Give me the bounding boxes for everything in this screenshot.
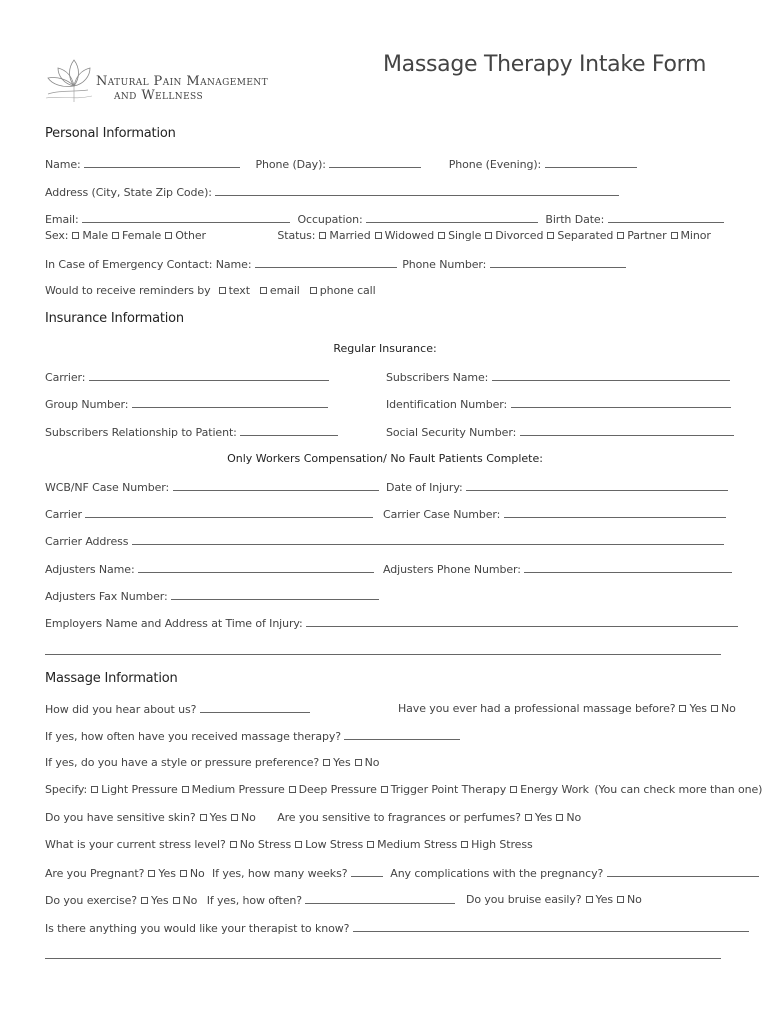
group-number-row <box>45 397 328 411</box>
birth-date-field[interactable] <box>608 212 724 223</box>
complications-field[interactable] <box>607 866 759 877</box>
prof-massage-no-checkbox[interactable] <box>711 705 718 712</box>
exercise-label: Do you exercise? <box>45 894 138 907</box>
status-label: Status: <box>277 229 316 242</box>
energy-work-checkbox[interactable] <box>510 786 517 793</box>
ssn-field[interactable] <box>520 425 734 436</box>
reminders-row <box>45 284 376 297</box>
identification-number-row <box>386 397 731 411</box>
pregnant-label: Are you Pregnant? <box>45 867 145 880</box>
logo-text-line2: and Wellness <box>114 88 204 103</box>
prof-massage-label: Have you ever had a professional massage before? <box>398 702 676 715</box>
reminder-phone-checkbox[interactable] <box>310 287 317 294</box>
emergency-contact-label: In Case of Emergency Contact: Name: <box>45 258 252 271</box>
wcb-row <box>45 480 379 494</box>
reminder-text-checkbox[interactable] <box>219 287 226 294</box>
energy-work-label: Energy Work <box>520 783 589 796</box>
adjusters-phone-label: Adjusters Phone Number: <box>383 563 521 576</box>
status-separated-label: Separated <box>557 229 614 242</box>
exercise-row <box>45 893 455 907</box>
light-pressure-label: Light Pressure <box>101 783 178 796</box>
massage-information-heading: Massage Information <box>45 671 178 686</box>
pregnant-yes-label: Yes <box>158 867 176 880</box>
stress-label: What is your current stress level? <box>45 838 226 851</box>
form-title: Massage Therapy Intake Form <box>383 52 707 77</box>
group-number-label: Group Number: <box>45 398 129 411</box>
sex-status-row <box>45 229 711 242</box>
status-separated-checkbox[interactable] <box>547 232 554 239</box>
sensitive-skin-no-checkbox[interactable] <box>231 814 238 821</box>
email-row <box>45 212 724 226</box>
relationship-field[interactable] <box>240 425 338 436</box>
carrier2-field[interactable] <box>85 507 373 518</box>
employers-label: Employers Name and Address at Time of Injury: <box>45 617 303 630</box>
address-row <box>45 185 619 199</box>
sensitive-skin-no-label: No <box>241 811 256 824</box>
status-divorced-label: Divorced <box>495 229 544 242</box>
bruise-no-label: No <box>627 893 642 906</box>
fragrances-yes-label: Yes <box>534 811 553 824</box>
identification-number-field[interactable] <box>511 397 731 408</box>
sex-male-label: Male <box>82 229 109 242</box>
emergency-phone-label: Phone Number: <box>402 258 487 271</box>
carrier-case-label: Carrier Case Number: <box>383 508 501 521</box>
carrier-case-field[interactable] <box>504 507 726 518</box>
how-often-label: If yes, how often have you received massage therapy? <box>45 730 341 743</box>
pregnant-no-label: No <box>189 867 205 880</box>
adjusters-fax-field[interactable] <box>171 589 379 600</box>
sex-label: Sex: <box>45 229 69 242</box>
adjusters-fax-row <box>45 589 379 603</box>
address-label: Address (City, State Zip Code): <box>45 186 212 199</box>
no-stress-label: No Stress <box>239 838 292 851</box>
low-stress-label: Low Stress <box>305 838 364 851</box>
pregnant-no-checkbox[interactable] <box>180 870 187 877</box>
carrier2-label: Carrier <box>45 508 82 521</box>
style-row <box>45 756 379 769</box>
status-partner-label: Partner <box>627 229 667 242</box>
sex-male-checkbox[interactable] <box>72 232 79 239</box>
how-often-field[interactable] <box>344 729 460 740</box>
address-field[interactable] <box>215 185 619 196</box>
fragrances-label: Are you sensitive to fragrances or perfumes? <box>277 811 521 824</box>
medium-pressure-checkbox[interactable] <box>182 786 189 793</box>
pregnant-row <box>45 866 759 880</box>
bruise-row <box>466 893 642 906</box>
anything-row <box>45 921 749 935</box>
sensitive-skin-label: Do you have sensitive skin? <box>45 811 196 824</box>
name-label: Name: <box>45 158 81 171</box>
email-field[interactable] <box>82 212 290 223</box>
lotus-icon <box>44 50 104 108</box>
how-often-row <box>45 729 460 743</box>
ssn-row <box>386 425 734 439</box>
high-stress-checkbox[interactable] <box>461 841 468 848</box>
status-married-checkbox[interactable] <box>319 232 326 239</box>
reminder-email-checkbox[interactable] <box>260 287 267 294</box>
weeks-label: If yes, how many weeks? <box>212 867 348 880</box>
exercise-no-checkbox[interactable] <box>173 897 180 904</box>
workers-comp-heading: Only Workers Compensation/ No Fault Patients Complete: <box>227 452 543 465</box>
date-of-injury-row <box>386 480 728 494</box>
personal-information-heading: Personal Information <box>45 126 176 141</box>
wcb-field[interactable] <box>173 480 379 491</box>
adjusters-phone-row <box>383 562 732 576</box>
hear-about-row <box>45 702 310 716</box>
status-minor-checkbox[interactable] <box>671 232 678 239</box>
prof-massage-row <box>398 702 736 715</box>
status-minor-label: Minor <box>680 229 711 242</box>
date-of-injury-label: Date of Injury: <box>386 481 463 494</box>
status-widowed-checkbox[interactable] <box>375 232 382 239</box>
logo-text-line1: Natural Pain Management <box>96 74 268 89</box>
specify-note: (You can check more than one) <box>594 783 763 796</box>
adjusters-phone-field[interactable] <box>524 562 732 573</box>
pregnant-yes-checkbox[interactable] <box>148 870 155 877</box>
stress-row <box>45 838 533 851</box>
logo <box>44 50 304 108</box>
reminder-text-label: text <box>228 284 250 297</box>
style-no-checkbox[interactable] <box>355 759 362 766</box>
employers-row <box>45 616 738 630</box>
phone-day-field[interactable] <box>329 157 421 168</box>
specify-row <box>45 783 762 796</box>
phone-evening-label: Phone (Evening): <box>448 158 542 171</box>
status-married-label: Married <box>329 229 371 242</box>
relationship-row <box>45 425 338 439</box>
regular-insurance-heading: Regular Insurance: <box>333 342 437 355</box>
name-field[interactable] <box>84 157 240 168</box>
low-stress-checkbox[interactable] <box>295 841 302 848</box>
emergency-name-field[interactable] <box>255 257 397 268</box>
carrier-label: Carrier: <box>45 371 86 384</box>
sex-other-checkbox[interactable] <box>165 232 172 239</box>
status-widowed-label: Widowed <box>384 229 435 242</box>
adjusters-name-field[interactable] <box>138 562 374 573</box>
carrier-case-row <box>383 507 726 521</box>
phone-evening-field[interactable] <box>545 157 637 168</box>
prof-massage-no-label: No <box>720 702 736 715</box>
adjusters-name-label: Adjusters Name: <box>45 563 135 576</box>
anything-field[interactable] <box>353 921 749 932</box>
occupation-label: Occupation: <box>297 213 363 226</box>
email-label: Email: <box>45 213 79 226</box>
specify-label: Specify: <box>45 783 88 796</box>
complications-label: Any complications with the pregnancy? <box>390 867 604 880</box>
insurance-information-heading: Insurance Information <box>45 311 184 326</box>
light-pressure-checkbox[interactable] <box>91 786 98 793</box>
anything-label: Is there anything you would like your therapist to know? <box>45 922 350 935</box>
reminder-phone-label: phone call <box>319 284 376 297</box>
deep-pressure-checkbox[interactable] <box>289 786 296 793</box>
anything-field-continued[interactable] <box>45 958 721 959</box>
carrier-address-label: Carrier Address <box>45 535 129 548</box>
reminders-label: Would to receive reminders by <box>45 284 211 297</box>
medium-stress-label: Medium Stress <box>377 838 458 851</box>
sensitive-skin-yes-checkbox[interactable] <box>200 814 207 821</box>
subscribers-name-field[interactable] <box>492 370 730 381</box>
name-row <box>45 157 637 171</box>
bruise-yes-label: Yes <box>595 893 614 906</box>
occupation-field[interactable] <box>366 212 538 223</box>
employers-field-continued[interactable] <box>45 654 721 655</box>
date-of-injury-field[interactable] <box>466 480 728 491</box>
sensitive-skin-yes-label: Yes <box>209 811 228 824</box>
weeks-field[interactable] <box>351 866 383 877</box>
group-number-field[interactable] <box>132 397 328 408</box>
fragrances-yes-checkbox[interactable] <box>525 814 532 821</box>
fragrances-no-label: No <box>566 811 582 824</box>
style-no-label: No <box>364 756 380 769</box>
wcb-label: WCB/NF Case Number: <box>45 481 170 494</box>
adjusters-fax-label: Adjusters Fax Number: <box>45 590 168 603</box>
trigger-point-checkbox[interactable] <box>381 786 388 793</box>
bruise-label: Do you bruise easily? <box>466 893 582 906</box>
phone-day-label: Phone (Day): <box>255 158 326 171</box>
medium-stress-checkbox[interactable] <box>367 841 374 848</box>
exercise-yes-label: Yes <box>151 894 169 907</box>
status-partner-checkbox[interactable] <box>617 232 624 239</box>
emergency-row <box>45 257 626 271</box>
medium-pressure-label: Medium Pressure <box>191 783 285 796</box>
status-single-label: Single <box>448 229 482 242</box>
no-stress-checkbox[interactable] <box>230 841 237 848</box>
carrier-row <box>45 370 329 384</box>
relationship-label: Subscribers Relationship to Patient: <box>45 426 237 439</box>
subscribers-name-label: Subscribers Name: <box>386 371 489 384</box>
sensitive-skin-row <box>45 811 581 824</box>
ssn-label: Social Security Number: <box>386 426 517 439</box>
style-yes-label: Yes <box>333 756 351 769</box>
adjusters-name-row <box>45 562 374 576</box>
birth-date-label: Birth Date: <box>545 213 605 226</box>
identification-number-label: Identification Number: <box>386 398 508 411</box>
carrier-field[interactable] <box>89 370 329 381</box>
status-divorced-checkbox[interactable] <box>485 232 492 239</box>
hear-about-label: How did you hear about us? <box>45 703 197 716</box>
sex-other-label: Other <box>175 229 206 242</box>
exercise-often-field[interactable] <box>305 893 455 904</box>
prof-massage-yes-checkbox[interactable] <box>679 705 686 712</box>
sex-female-label: Female <box>122 229 162 242</box>
trigger-point-label: Trigger Point Therapy <box>390 783 507 796</box>
sex-female-checkbox[interactable] <box>112 232 119 239</box>
emergency-phone-field[interactable] <box>490 257 626 268</box>
bruise-yes-checkbox[interactable] <box>586 896 593 903</box>
deep-pressure-label: Deep Pressure <box>298 783 377 796</box>
subscribers-name-row <box>386 370 730 384</box>
style-label: If yes, do you have a style or pressure preference? <box>45 756 320 769</box>
high-stress-label: High Stress <box>471 838 533 851</box>
hear-about-field[interactable] <box>200 702 310 713</box>
exercise-no-label: No <box>182 894 198 907</box>
carrier2-row <box>45 507 373 521</box>
exercise-yes-checkbox[interactable] <box>141 897 148 904</box>
style-yes-checkbox[interactable] <box>323 759 330 766</box>
carrier-address-field[interactable] <box>132 534 724 545</box>
reminder-email-label: email <box>269 284 300 297</box>
prof-massage-yes-label: Yes <box>689 702 707 715</box>
employers-field[interactable] <box>306 616 738 627</box>
status-single-checkbox[interactable] <box>438 232 445 239</box>
fragrances-no-checkbox[interactable] <box>556 814 563 821</box>
bruise-no-checkbox[interactable] <box>617 896 624 903</box>
exercise-often-label: If yes, how often? <box>206 894 302 907</box>
carrier-address-row <box>45 534 724 548</box>
